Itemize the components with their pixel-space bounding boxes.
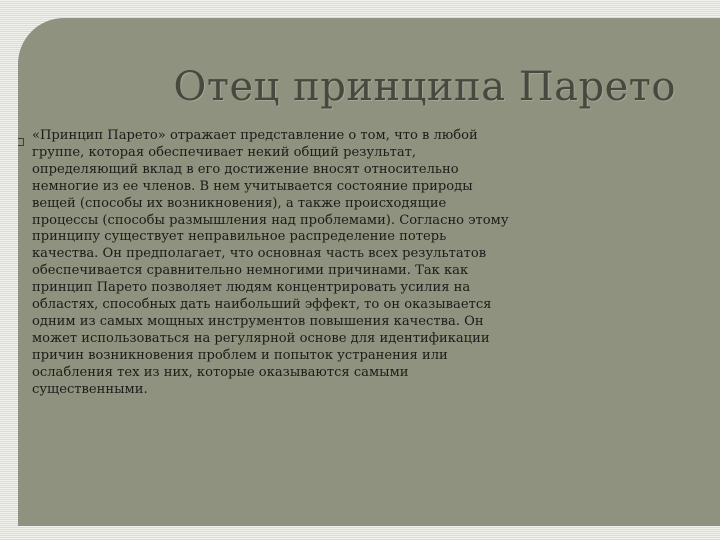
bullet-icon bbox=[18, 136, 26, 146]
slide-panel bbox=[18, 18, 720, 526]
slide-title: Отец принципа Парето bbox=[173, 64, 676, 110]
slide-paragraph: «Принцип Парето» отражает представление о том, что в любой группе, которая обеспечивает некий общий результат, определяющий вклад в его достижение вносят относительно немногие из ее членов. В нем учитывается состояние природы вещей (способы их возникновения), а также происходящие процессы (способы размышления над проблемами). Согласно этому принципу существует неправильное распределение потерь качества. Он предполагает, что основная часть всех результатов обеспечивается сравнительно немногими причинами. Так как принцип Парето позволяет людям концентрировать усилия на областях, способных дать наибольший эффект, то он оказывается одним из самых мощных инструментов повышения качества. Он может использоваться на регулярной основе для идентификации причин возникновения проблем и попыток устранения или ослабления тех из них, которые оказываются самыми существенными. bbox=[32, 128, 509, 397]
